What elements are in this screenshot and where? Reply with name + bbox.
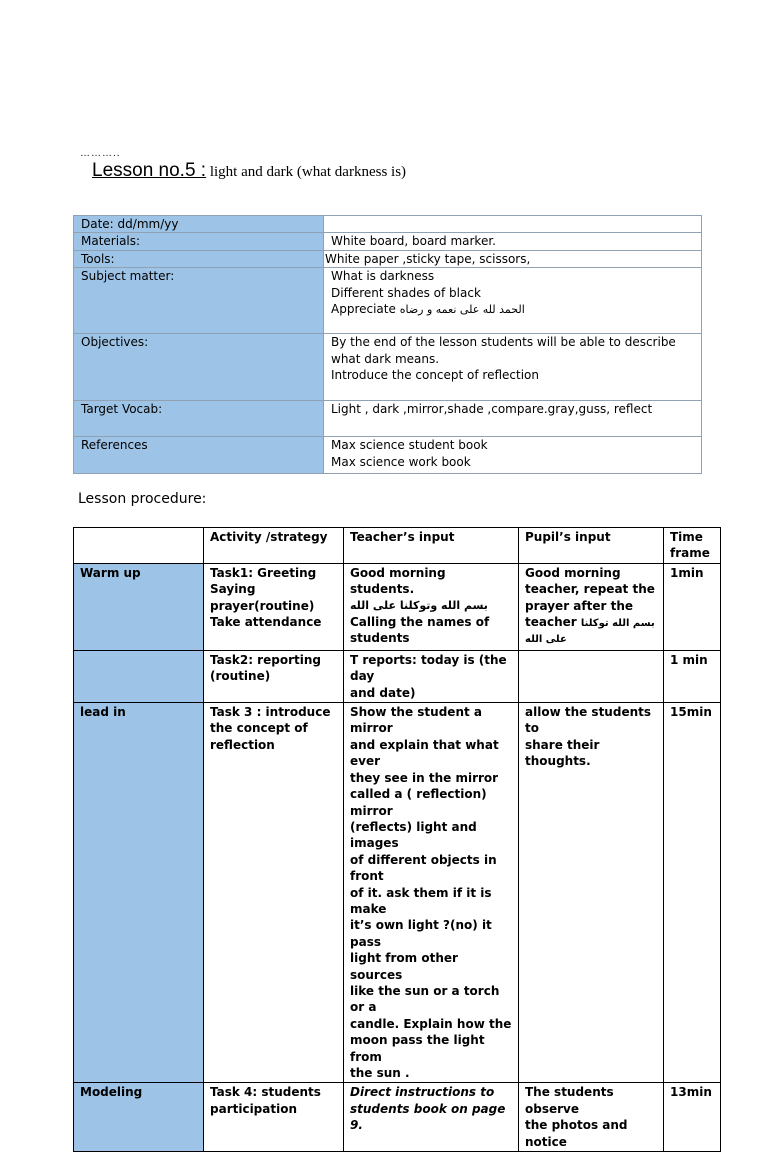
vocab-value: Light , dark ,mirror,shade ,compare.gray,guss, reflect: [324, 401, 702, 437]
subject-appreciate: Appreciate: [331, 302, 396, 317]
pupil-line: teacher, repeat the: [525, 582, 655, 597]
procedure-header-row: [74, 528, 721, 564]
objectives-line: Introduce the concept of reflection: [331, 368, 540, 383]
pupil-line: allow the students to: [525, 705, 651, 736]
info-row-references: [74, 437, 702, 474]
column-header-teacher: Teacher’s input: [344, 528, 519, 564]
modeling-time: 13min: [664, 1083, 721, 1152]
leadin-time: 15min: [664, 703, 721, 1083]
teacher-line: the sun .: [350, 1066, 410, 1080]
reporting-pupil-input: [519, 650, 664, 702]
lesson-title: [92, 160, 406, 182]
activity-line: the concept of: [210, 721, 308, 736]
teacher-line: and explain that what ever: [350, 737, 499, 769]
teacher-line: Show the student a mirror: [350, 705, 482, 736]
reporting-time: 1 min: [664, 650, 721, 702]
tools-label: Tools:: [74, 250, 324, 267]
subject-line: [331, 301, 694, 318]
pupil-arabic-line: على الله: [525, 634, 567, 646]
subject-value: [324, 268, 702, 334]
objectives-label: Objectives:: [74, 334, 324, 401]
teacher-line: like the sun or a torch or a: [350, 983, 500, 1015]
pupil-arabic: بسم الله توكلنا: [580, 618, 655, 630]
pupil-line: prayer after the: [525, 598, 633, 613]
activity-line: Task 4: students: [210, 1085, 321, 1100]
leadin-teacher-input: [344, 703, 519, 1083]
subject-label: Subject matter:: [74, 268, 324, 334]
objectives-value: [324, 334, 702, 401]
subject-line: What is darkness: [331, 269, 435, 284]
references-line: Max science work book: [331, 454, 471, 469]
lesson-topic: light and dark (what darkness is): [206, 164, 407, 180]
activity-line: prayer(routine): [210, 598, 315, 613]
teacher-line: students: [350, 631, 410, 646]
activity-line: Task 3 : introduce: [210, 705, 331, 720]
teacher-line: they see in the mirror: [350, 770, 499, 785]
teacher-line: T reports: today is (the day: [350, 652, 507, 684]
activity-line: reflection: [210, 737, 275, 752]
teacher-line: candle. Explain how the: [350, 1016, 512, 1031]
info-row-objectives: [74, 334, 702, 401]
lesson-number: Lesson no.5 :: [92, 160, 207, 181]
teacher-line: students book on page 9.: [350, 1101, 506, 1133]
materials-value: White board, board marker.: [324, 233, 702, 250]
procedure-heading: Lesson procedure:: [78, 491, 207, 507]
teacher-line: light from other sources: [350, 951, 458, 982]
reporting-activity: [204, 650, 344, 702]
objectives-line: what dark means.: [331, 351, 440, 366]
info-row-date: [74, 216, 702, 233]
column-header-stage: [74, 528, 204, 564]
stage-warmup: Warm up: [74, 563, 204, 650]
teacher-arabic: بسم الله وتوكلنا على الله: [350, 598, 488, 612]
warmup-time: 1min: [664, 563, 721, 650]
teacher-line: and date): [350, 685, 416, 700]
teacher-line: moon pass the light from: [350, 1033, 485, 1064]
teacher-line: (reflects) light and images: [350, 819, 477, 851]
stage-empty: [74, 650, 204, 702]
info-row-tools: [74, 250, 702, 267]
activity-line: participation: [210, 1101, 298, 1116]
info-row-vocab: [74, 401, 702, 437]
warmup-activity: [204, 563, 344, 650]
lesson-info-table: [73, 215, 702, 474]
leadin-activity: [204, 703, 344, 1083]
procedure-row-modeling: [74, 1083, 721, 1152]
activity-line: Task1: Greeting: [210, 565, 317, 580]
procedure-row-warmup: [74, 563, 721, 650]
activity-line: Take attendance: [210, 615, 322, 630]
references-label: References: [74, 437, 324, 474]
tools-value: White paper ,sticky tape, scissors,: [324, 250, 702, 267]
header-dots: ………..: [80, 148, 121, 159]
procedure-table: [73, 527, 721, 1152]
date-label: Date: dd/mm/yy: [74, 216, 324, 233]
procedure-row-leadin: [74, 703, 721, 1083]
reporting-teacher-input: [344, 650, 519, 702]
modeling-activity: [204, 1083, 344, 1152]
stage-leadin: lead in: [74, 703, 204, 1083]
pupil-line: Good morning: [525, 565, 621, 580]
subject-line: Different shades of black: [331, 285, 481, 300]
info-row-materials: [74, 233, 702, 250]
materials-label: Materials:: [74, 233, 324, 250]
pupil-line: the photos and notice: [525, 1118, 628, 1149]
pupil-line: teacher بسم الله توكلنا: [525, 615, 655, 630]
leadin-pupil-input: [519, 703, 664, 1083]
references-value: [324, 437, 702, 474]
references-line: Max science student book: [331, 438, 488, 453]
teacher-line: Calling the names of: [350, 615, 490, 630]
warmup-teacher-input: [344, 563, 519, 650]
column-header-pupil: Pupil’s input: [519, 528, 664, 564]
modeling-teacher-input: [344, 1083, 519, 1152]
pupil-line: share their thoughts.: [525, 737, 600, 769]
teacher-line: Direct instructions to: [350, 1085, 495, 1100]
teacher-line: of it. ask them if it is make: [350, 885, 492, 916]
activity-line: Saying: [210, 582, 256, 597]
teacher-line: Good morning students.: [350, 565, 446, 597]
warmup-pupil-input: [519, 563, 664, 650]
vocab-label: Target Vocab:: [74, 401, 324, 437]
teacher-line: of different objects in front: [350, 852, 497, 884]
modeling-pupil-input: [519, 1083, 664, 1152]
stage-modeling: Modeling: [74, 1083, 204, 1152]
procedure-row-reporting: [74, 650, 721, 702]
activity-line: Task2: reporting: [210, 652, 321, 667]
subject-arabic: الحمد لله على نعمه و رضاه: [399, 303, 525, 317]
column-header-activity: Activity /strategy: [204, 528, 344, 564]
pupil-line: The students observe: [525, 1085, 614, 1116]
teacher-line: called a ( reflection) mirror: [350, 787, 487, 818]
info-row-subject: [74, 268, 702, 334]
column-header-time: Time frame: [664, 528, 721, 564]
date-value: [324, 216, 702, 233]
activity-line: (routine): [210, 669, 271, 684]
objectives-line: By the end of the lesson students will be able to describe: [331, 335, 676, 350]
teacher-line: it’s own light ?(no) it pass: [350, 918, 492, 949]
